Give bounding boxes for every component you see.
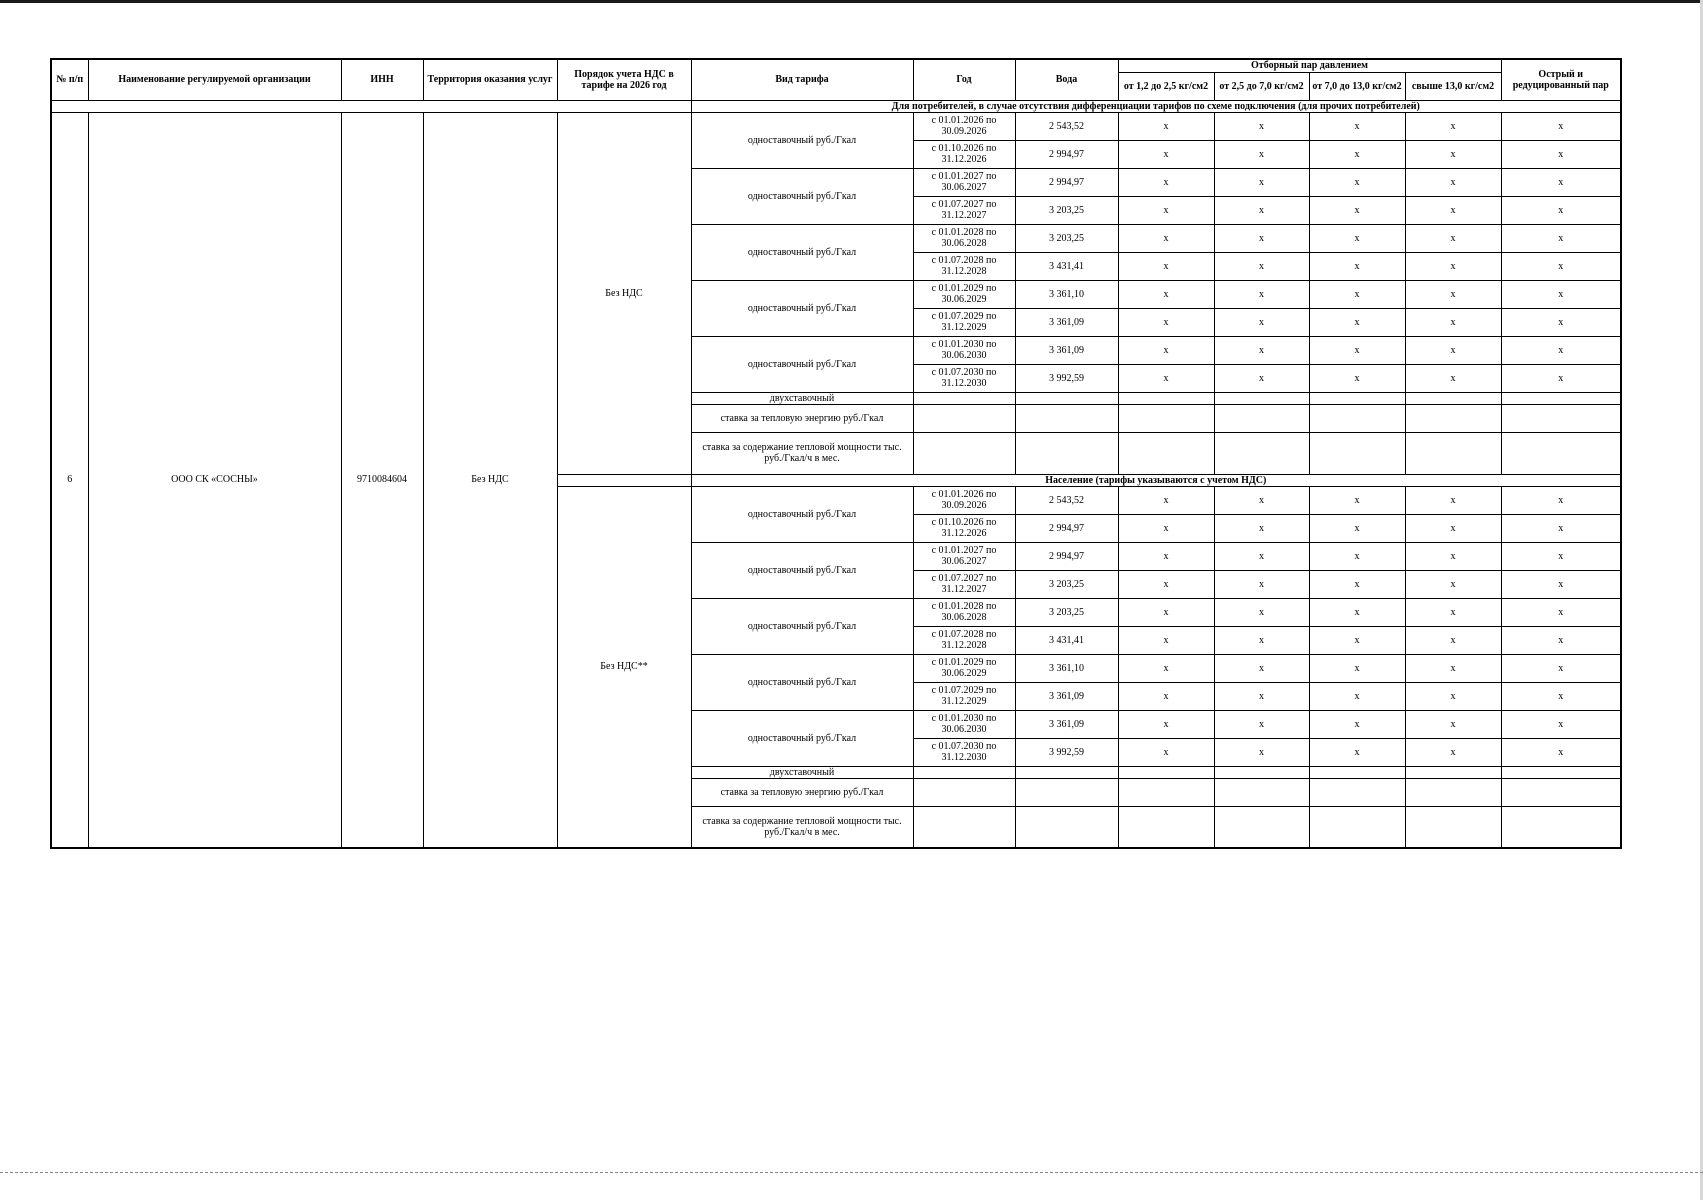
x-mark: x [1405,486,1501,514]
header-steam-4: свыше 13,0 кг/см2 [1405,72,1501,100]
header-steam-2: от 2,5 до 7,0 кг/см2 [1214,72,1309,100]
x-mark: x [1501,140,1621,168]
empty-cell [1405,778,1501,806]
x-mark: x [1214,486,1309,514]
x-mark: x [1214,280,1309,308]
x-mark: x [1214,336,1309,364]
empty-cell [1214,778,1309,806]
period-cell: с 01.07.2030 по 31.12.2030 [913,738,1015,766]
x-mark: x [1214,682,1309,710]
empty-cell [1118,806,1214,848]
section-title: Для потребителей, в случае отсутствия дифференциации тарифов по схеме подключения (для прочих потребителей) [691,100,1621,112]
period-cell: с 01.07.2028 по 31.12.2028 [913,626,1015,654]
x-mark: x [1118,364,1214,392]
empty-cell [1501,806,1621,848]
header-org: Наименование регулируемой организации [88,59,341,100]
period-cell: с 01.01.2029 по 30.06.2029 [913,654,1015,682]
x-mark: x [1309,514,1405,542]
x-mark: x [1214,364,1309,392]
period-cell: с 01.10.2026 по 31.12.2026 [913,514,1015,542]
x-mark: x [1309,542,1405,570]
x-mark: x [1118,738,1214,766]
x-mark: x [1309,196,1405,224]
x-mark: x [1501,598,1621,626]
x-mark: x [1501,364,1621,392]
x-mark: x [1309,336,1405,364]
x-mark: x [1309,570,1405,598]
capacity-rate-label: ставка за содержание тепловой мощности тыс. руб./Гкал/ч в мес. [691,806,913,848]
empty-cell [1214,766,1309,778]
vat-order-cell: Без НДС** [557,486,691,848]
header-water: Вода [1015,59,1118,100]
x-mark: x [1501,570,1621,598]
x-mark: x [1118,336,1214,364]
x-mark: x [1405,112,1501,140]
x-mark: x [1214,112,1309,140]
x-mark: x [1405,654,1501,682]
x-mark: x [1214,252,1309,280]
tariff-body [51,100,1621,848]
x-mark: x [1214,308,1309,336]
x-mark: x [1309,486,1405,514]
water-value: 2 543,52 [1015,486,1118,514]
water-value: 3 431,41 [1015,626,1118,654]
x-mark: x [1501,542,1621,570]
energy-rate-label: ставка за тепловую энергию руб./Гкал [691,778,913,806]
x-mark: x [1309,682,1405,710]
one-rate-label: одноставочный руб./Гкал [691,224,913,280]
one-rate-label: одноставочный руб./Гкал [691,486,913,542]
x-mark: x [1405,196,1501,224]
period-cell: с 01.01.2027 по 30.06.2027 [913,168,1015,196]
empty-cell [1118,432,1214,474]
period-cell: с 01.01.2030 по 30.06.2030 [913,336,1015,364]
empty-cell [1015,778,1118,806]
energy-rate-label: ставка за тепловую энергию руб./Гкал [691,404,913,432]
water-value: 3 992,59 [1015,738,1118,766]
water-value: 2 994,97 [1015,168,1118,196]
x-mark: x [1118,654,1214,682]
empty-cell [1309,432,1405,474]
x-mark: x [1309,598,1405,626]
x-mark: x [1501,336,1621,364]
x-mark: x [1309,224,1405,252]
water-value: 3 361,09 [1015,336,1118,364]
x-mark: x [1309,710,1405,738]
x-mark: x [1501,252,1621,280]
x-mark: x [1405,598,1501,626]
x-mark: x [1501,308,1621,336]
empty-cell [1015,766,1118,778]
x-mark: x [1501,280,1621,308]
empty-cell [1405,766,1501,778]
empty-cell [1309,392,1405,404]
empty-cell [1214,392,1309,404]
empty-cell [913,778,1015,806]
x-mark: x [1405,626,1501,654]
header-tariff-type: Вид тарифа [691,59,913,100]
empty-cell [1309,404,1405,432]
empty-cell [1309,806,1405,848]
x-mark: x [1405,336,1501,364]
empty-cell [1405,392,1501,404]
water-value: 3 203,25 [1015,570,1118,598]
empty-cell [1118,392,1214,404]
x-mark: x [1118,252,1214,280]
x-mark: x [1501,738,1621,766]
water-value: 2 994,97 [1015,140,1118,168]
empty-cell [1214,806,1309,848]
period-cell: с 01.01.2029 по 30.06.2029 [913,280,1015,308]
empty-cell [913,766,1015,778]
x-mark: x [1405,514,1501,542]
empty-cell [1214,404,1309,432]
water-value: 2 994,97 [1015,514,1118,542]
water-value: 3 361,10 [1015,654,1118,682]
x-mark: x [1405,168,1501,196]
x-mark: x [1118,682,1214,710]
period-cell: с 01.07.2029 по 31.12.2029 [913,308,1015,336]
empty-cell [1015,404,1118,432]
x-mark: x [1309,626,1405,654]
x-mark: x [1214,626,1309,654]
header-territory: Территория оказания услуг [423,59,557,100]
empty-cell [1501,404,1621,432]
water-value: 3 992,59 [1015,364,1118,392]
x-mark: x [1309,364,1405,392]
empty-cell [913,432,1015,474]
water-value: 3 431,41 [1015,252,1118,280]
period-cell: с 01.01.2028 по 30.06.2028 [913,224,1015,252]
x-mark: x [1309,738,1405,766]
header-vat-order: Порядок учета НДС в тарифе на 2026 год [557,59,691,100]
water-value: 3 361,09 [1015,308,1118,336]
tariff-table [50,58,1622,849]
x-mark: x [1405,224,1501,252]
x-mark: x [1118,598,1214,626]
one-rate-label: одноставочный руб./Гкал [691,710,913,766]
x-mark: x [1501,514,1621,542]
one-rate-label: одноставочный руб./Гкал [691,654,913,710]
empty-cell [1501,392,1621,404]
water-value: 3 361,10 [1015,280,1118,308]
empty-cell [913,392,1015,404]
period-cell: с 01.01.2027 по 30.06.2027 [913,542,1015,570]
period-cell: с 01.07.2028 по 31.12.2028 [913,252,1015,280]
section-spacer [51,100,691,112]
x-mark: x [1118,140,1214,168]
x-mark: x [1501,654,1621,682]
period-cell: с 01.01.2026 по 30.09.2026 [913,486,1015,514]
header-sharp-steam: Острый и редуцированный пар [1501,59,1621,100]
period-cell: с 01.07.2030 по 31.12.2030 [913,364,1015,392]
empty-cell [913,404,1015,432]
two-rate-label: двухставочный [691,392,913,404]
x-mark: x [1118,542,1214,570]
x-mark: x [1501,626,1621,654]
x-mark: x [1214,168,1309,196]
x-mark: x [1214,654,1309,682]
empty-cell [1501,766,1621,778]
x-mark: x [1405,682,1501,710]
header-num: № п/п [51,59,88,100]
x-mark: x [1309,140,1405,168]
x-mark: x [1118,196,1214,224]
scan-bottom-edge [0,1172,1703,1173]
x-mark: x [1118,570,1214,598]
one-rate-label: одноставочный руб./Гкал [691,280,913,336]
one-rate-label: одноставочный руб./Гкал [691,336,913,392]
x-mark: x [1214,514,1309,542]
empty-cell [1118,404,1214,432]
empty-cell [913,806,1015,848]
empty-cell [1118,778,1214,806]
header-year: Год [913,59,1015,100]
one-rate-label: одноставочный руб./Гкал [691,112,913,168]
x-mark: x [1214,598,1309,626]
empty-cell [1015,432,1118,474]
x-mark: x [1405,308,1501,336]
header-steam-3: от 7,0 до 13,0 кг/см2 [1309,72,1405,100]
period-cell: с 01.01.2028 по 30.06.2028 [913,598,1015,626]
x-mark: x [1501,196,1621,224]
x-mark: x [1501,224,1621,252]
x-mark: x [1405,252,1501,280]
x-mark: x [1405,710,1501,738]
section-spacer [557,474,691,486]
x-mark: x [1118,308,1214,336]
water-value: 2 994,97 [1015,542,1118,570]
x-mark: x [1309,308,1405,336]
x-mark: x [1214,710,1309,738]
x-mark: x [1501,710,1621,738]
x-mark: x [1118,486,1214,514]
period-cell: с 01.07.2027 по 31.12.2027 [913,570,1015,598]
period-cell: с 01.07.2029 по 31.12.2029 [913,682,1015,710]
empty-cell [1015,392,1118,404]
x-mark: x [1405,364,1501,392]
period-cell: с 01.01.2030 по 30.06.2030 [913,710,1015,738]
x-mark: x [1309,252,1405,280]
x-mark: x [1214,570,1309,598]
section-title-row [51,100,1621,112]
water-value: 2 543,52 [1015,112,1118,140]
x-mark: x [1405,140,1501,168]
period-cell: с 01.07.2027 по 31.12.2027 [913,196,1015,224]
vat-order-cell: Без НДС [557,112,691,474]
x-mark: x [1118,280,1214,308]
period-cell: с 01.10.2026 по 31.12.2026 [913,140,1015,168]
water-value: 3 203,25 [1015,196,1118,224]
empty-cell [1309,766,1405,778]
x-mark: x [1405,542,1501,570]
x-mark: x [1214,196,1309,224]
x-mark: x [1405,280,1501,308]
x-mark: x [1118,112,1214,140]
empty-cell [1501,778,1621,806]
header-steam-1: от 1,2 до 2,5 кг/см2 [1118,72,1214,100]
x-mark: x [1118,514,1214,542]
period-cell: с 01.01.2026 по 30.09.2026 [913,112,1015,140]
empty-cell [1405,806,1501,848]
x-mark: x [1501,682,1621,710]
record-inn: 9710084604 [341,112,423,848]
header-inn: ИНН [341,59,423,100]
one-rate-label: одноставочный руб./Гкал [691,598,913,654]
one-rate-label: одноставочный руб./Гкал [691,542,913,598]
x-mark: x [1118,224,1214,252]
x-mark: x [1501,168,1621,196]
empty-cell [1405,404,1501,432]
x-mark: x [1309,280,1405,308]
x-mark: x [1309,654,1405,682]
one-rate-label: одноставочный руб./Гкал [691,168,913,224]
section-title: Население (тарифы указываются с учетом НДС) [691,474,1621,486]
water-value: 3 203,25 [1015,598,1118,626]
record-org: ООО СК «СОСНЫ» [88,112,341,848]
x-mark: x [1214,140,1309,168]
x-mark: x [1309,168,1405,196]
two-rate-label: двухставочный [691,766,913,778]
empty-cell [1501,432,1621,474]
x-mark: x [1405,570,1501,598]
x-mark: x [1501,112,1621,140]
x-mark: x [1405,738,1501,766]
tariff-row [51,112,1621,140]
x-mark: x [1118,168,1214,196]
capacity-rate-label: ставка за содержание тепловой мощности тыс. руб./Гкал/ч в мес. [691,432,913,474]
x-mark: x [1214,738,1309,766]
empty-cell [1214,432,1309,474]
x-mark: x [1214,224,1309,252]
empty-cell [1118,766,1214,778]
water-value: 3 361,09 [1015,710,1118,738]
water-value: 3 361,09 [1015,682,1118,710]
x-mark: x [1214,542,1309,570]
empty-cell [1309,778,1405,806]
x-mark: x [1309,112,1405,140]
x-mark: x [1118,626,1214,654]
x-mark: x [1501,486,1621,514]
record-territory: Без НДС [423,112,557,848]
x-mark: x [1118,710,1214,738]
empty-cell [1015,806,1118,848]
header-steam-group: Отборный пар давлением [1118,59,1501,72]
scan-top-edge [0,0,1703,3]
record-num: 6 [51,112,88,848]
empty-cell [1405,432,1501,474]
water-value: 3 203,25 [1015,224,1118,252]
